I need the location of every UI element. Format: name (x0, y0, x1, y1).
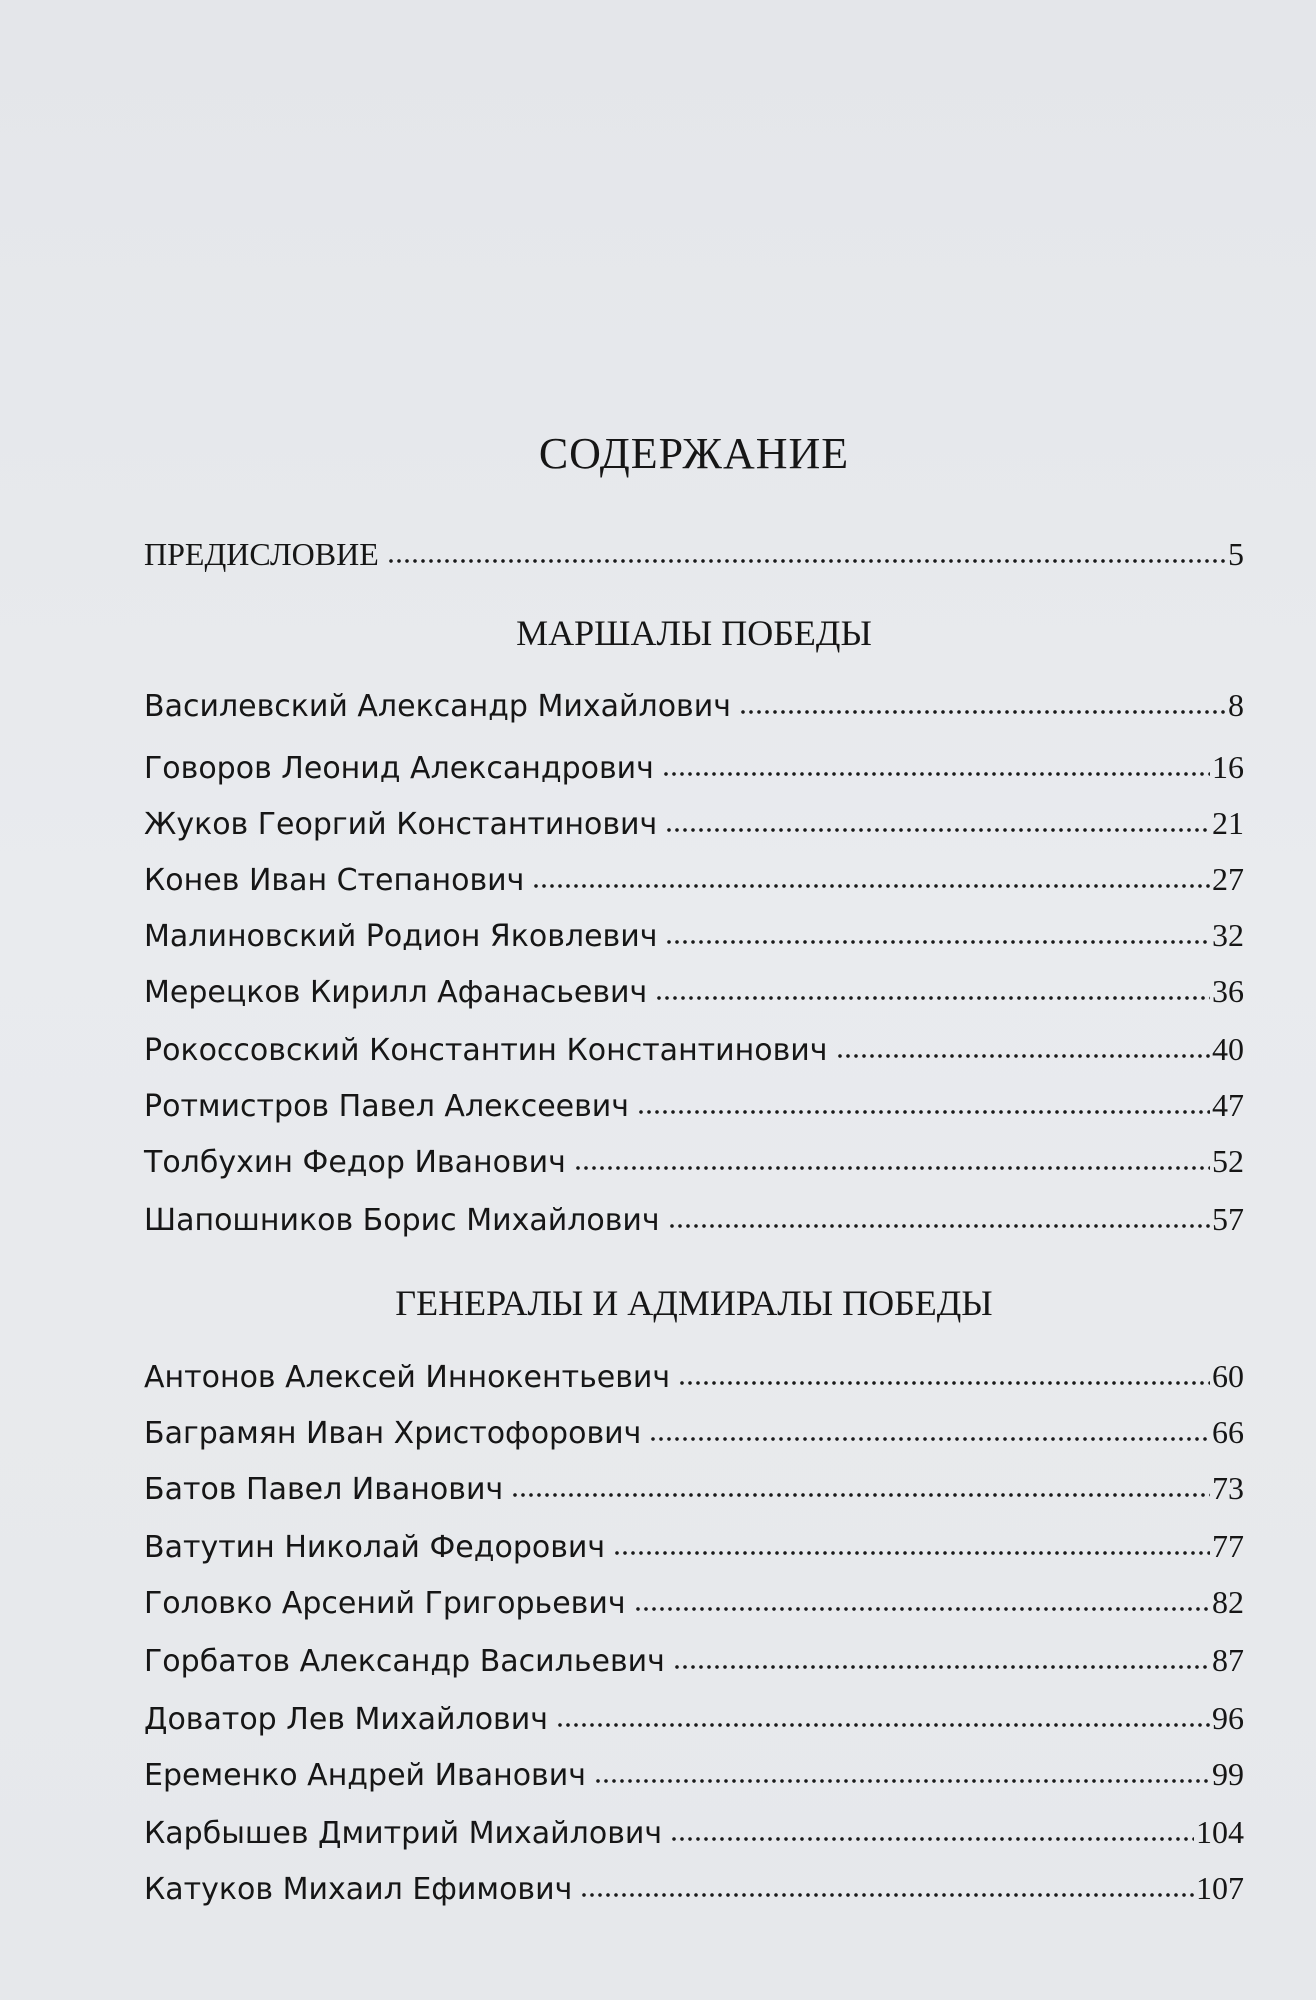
dot-leader (387, 557, 1226, 565)
toc-entry[interactable] (144, 1696, 1244, 1740)
toc-entry-name: Доватор Лев Михайлович (144, 1702, 548, 1737)
toc-entry-page: 107 (1196, 1870, 1244, 1906)
toc-entry-name: Ротмистров Павел Алексеевич (144, 1089, 630, 1124)
toc-entry-name: Карбышев Дмитрий Михайлович (144, 1816, 663, 1851)
toc-entry-name: Василевский Александр Михайлович (144, 689, 731, 724)
toc-entry-preface[interactable] (144, 532, 1244, 576)
toc-entry-name: Толбухин Федор Иванович (144, 1145, 566, 1180)
toc-entry[interactable] (144, 1752, 1244, 1796)
toc-entry-name: Горбатов Александр Васильевич (144, 1644, 665, 1679)
toc-entry[interactable] (144, 1466, 1244, 1510)
toc-entry-name: Антонов Алексей Иннокентьевич (144, 1360, 671, 1395)
dot-leader (649, 1435, 1210, 1443)
dot-leader (673, 1663, 1210, 1671)
toc-entry-name: Баграмян Иван Христофорович (144, 1416, 642, 1451)
toc-entry[interactable] (144, 745, 1244, 789)
dot-leader (670, 1835, 1194, 1843)
toc-entry[interactable] (144, 969, 1244, 1013)
toc-entry-page: 99 (1212, 1756, 1244, 1792)
toc-entry[interactable] (144, 1866, 1244, 1910)
toc-entry-name: Головко Арсений Григорьевич (144, 1586, 626, 1621)
toc-entry-page: 5 (1228, 536, 1244, 572)
toc-entry-page: 36 (1212, 973, 1244, 1009)
toc-entry[interactable] (144, 1197, 1244, 1241)
toc-entry-page: 60 (1212, 1358, 1244, 1394)
dot-leader (532, 882, 1210, 890)
toc-entry-name: Батов Павел Иванович (144, 1472, 504, 1507)
toc-entry[interactable] (144, 1354, 1244, 1398)
dot-leader (580, 1891, 1194, 1899)
toc-entry-page: 77 (1212, 1528, 1244, 1564)
toc-entry[interactable] (144, 801, 1244, 845)
toc-entry-name: Мерецков Кирилл Афанасьевич (144, 975, 648, 1010)
dot-leader (637, 1108, 1210, 1116)
dot-leader (594, 1777, 1210, 1785)
dot-leader (836, 1052, 1210, 1060)
toc-entry-page: 21 (1212, 805, 1244, 841)
toc-entry[interactable] (144, 1810, 1244, 1854)
toc-entry-name: Малиновский Родион Яковлевич (144, 919, 658, 954)
toc-entry-page: 82 (1212, 1584, 1244, 1620)
dot-leader (665, 938, 1210, 946)
toc-entry[interactable] (144, 1083, 1244, 1127)
contents-title: СОДЕРЖАНИЕ (538, 429, 850, 478)
dot-leader (634, 1605, 1210, 1613)
toc-entry[interactable] (144, 683, 1244, 727)
dot-leader (662, 770, 1210, 778)
dot-leader (739, 708, 1226, 716)
toc-entry[interactable] (144, 1139, 1244, 1183)
toc-entry-name: ПРЕДИСЛОВИЕ (144, 536, 379, 572)
dot-leader (678, 1379, 1210, 1387)
toc-entry[interactable] (144, 1580, 1244, 1624)
toc-entry-page: 96 (1212, 1700, 1244, 1736)
toc-entry-page: 57 (1212, 1201, 1244, 1237)
toc-entry-page: 87 (1212, 1642, 1244, 1678)
toc-entry[interactable] (144, 857, 1244, 901)
toc-entry-page: 16 (1212, 749, 1244, 785)
dot-leader (668, 1222, 1210, 1230)
section-title-generals: ГЕНЕРАЛЫ И АДМИРАЛЫ ПОБЕДЫ (395, 1283, 993, 1323)
toc-entry-page: 52 (1212, 1143, 1244, 1179)
toc-entry-page: 66 (1212, 1414, 1244, 1450)
toc-entry-page: 104 (1196, 1814, 1244, 1850)
dot-leader (511, 1491, 1210, 1499)
dot-leader (574, 1164, 1210, 1172)
toc-entry[interactable] (144, 1027, 1244, 1071)
toc-entry-name: Говоров Леонид Александрович (144, 751, 654, 786)
toc-entry[interactable] (144, 1524, 1244, 1568)
toc-entry-name: Ватутин Николай Федорович (144, 1530, 606, 1565)
toc-entry-page: 73 (1212, 1470, 1244, 1506)
dot-leader (665, 826, 1210, 834)
toc-entry-page: 27 (1212, 861, 1244, 897)
toc-entry-name: Рокоссовский Константин Константинович (144, 1033, 828, 1068)
dot-leader (655, 994, 1210, 1002)
toc-entry[interactable] (144, 1638, 1244, 1682)
toc-entry-name: Катуков Михаил Ефимович (144, 1872, 573, 1907)
toc-entry-name: Еременко Андрей Иванович (144, 1758, 586, 1793)
toc-entry-page: 8 (1228, 687, 1244, 723)
dot-leader (556, 1721, 1210, 1729)
toc-entry-name: Жуков Георгий Константинович (144, 807, 658, 842)
section-title-marshals: МАРШАЛЫ ПОБЕДЫ (516, 613, 872, 653)
toc-entry-page: 40 (1212, 1031, 1244, 1067)
toc-entry-name: Конев Иван Степанович (144, 863, 525, 898)
toc-entry-page: 47 (1212, 1087, 1244, 1123)
dot-leader (613, 1549, 1210, 1557)
toc-entry-name: Шапошников Борис Михайлович (144, 1203, 660, 1238)
toc-entry-page: 32 (1212, 917, 1244, 953)
toc-entry[interactable] (144, 1410, 1244, 1454)
toc-entry[interactable] (144, 913, 1244, 957)
